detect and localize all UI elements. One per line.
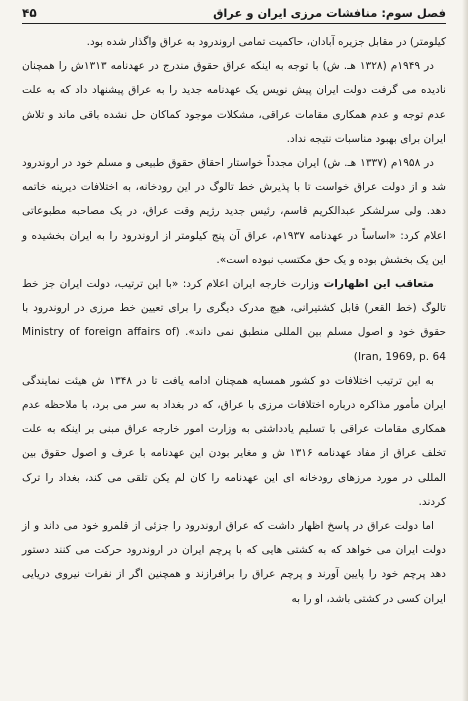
paragraph-2-text: در ۱۹۴۹م (۱۳۲۸ هـ. ش) با توجه به اینکه عراق حقوق مندرج در عهدنامه ۱۳۱۳ش را همچنان نادیده می گرفت دولت ایران پیش نویس یک عهدنامه جدید را به عراق پیشنهاد داد که به علت عدم توجه و عدم همکاری مقامات عراقی، مشکلات موجود کماکان حل نشده باقی ماند و تلاش ایران برای بهبود مناسبات نتیجه نداد.	[22, 60, 446, 145]
paragraph-4-lead: متعاقب این اظهارات	[323, 278, 434, 291]
chapter-title: فصل سوم: منافشات مرزی ایران و عراق	[213, 6, 446, 20]
paragraph-5-text: به این ترتیب اختلافات دو کشور همسایه همچنان ادامه یافت تا در ۱۳۴۸ ش هیئت نمایندگی ایران مأمور مذاکره درباره اختلافات مرزی با عراق، که در بغداد به سر می برد، با ملاحظه عدم همکاری مقامات عراقی با تسلیم یادداشتی به وزارت امور خارجه عراق مبنی بر اینکه به علت تخلف عراق از مفاد عهدنامه ۱۳۱۶ ش و مغایر بودن این عهدنامه با عرف و اصول حقوق بین المللی در مورد مرزهای رودخانه ای این عهدنامه را کان لم یکن تلقی می کند، بغداد را ترک کردند.	[22, 374, 446, 508]
paragraph-3	[22, 151, 446, 272]
paragraph-6	[22, 514, 446, 611]
body-text	[22, 30, 446, 611]
paragraph-2	[22, 54, 446, 151]
page-number: ۴۵	[22, 6, 37, 20]
paragraph-3-text: در ۱۹۵۸م (۱۳۳۷ هـ. ش) ایران مجدداً خواستار احقاق حقوق طبیعی و مسلم خود در اروندرود شد و از دولت عراق خواست تا با پذیرش خط تالوگ در این رودخانه، به اختلافات دیرینه خاتمه دهد. ولی سرلشکر عبدالکریم قاسم، رئیس جدید رژیم وقت عراق، در یک مصاحبه مطبوعاتی اعلام کرد: «اساساً در عهدنامه ۱۹۳۷م، عراق آن پنج کیلومتر از اروندرود را به ایران بخشیده و این یک بخشش بوده و یک حق مکتسب نبوده است».	[22, 157, 447, 266]
paragraph-1	[22, 30, 446, 54]
paragraph-4-text: وزارت خارجه ایران اعلام کرد: «با این ترتیب، دولت ایران جز خط تالوگ (خط القعر) قابل کشتیرانی، هیچ مدرک دیگری را برای تعیین خط مرزی در اروندرود با حقوق خود و اصول مسلم بین المللی منطبق نمی داند». (Ministry of foreign affairs of Iran, 1969, p. 64)	[22, 278, 446, 363]
paragraph-5	[22, 369, 446, 514]
paragraph-6-text: اما دولت عراق در پاسخ اظهار داشت که عراق اروندرود را جزئی از قلمرو خود می داند و از دولت ایران می خواهد که به کشتی هایی که با پرچم ایران در اروندرود حرکت می کنند دستور دهد پرچم خود را پایین آورند و پرچم عراق را برافرازند و همچنین اگر از نفرات نیروی دریایی ایران کسی در کشتی باشد، او را به	[22, 520, 446, 605]
scan-edge-shadow	[462, 0, 468, 701]
running-header	[22, 6, 446, 24]
paragraph-4	[22, 272, 446, 369]
paragraph-1-text: کیلومتر) در مقابل جزیره آبادان، حاکمیت تمامی اروندرود به عراق واگذار شده بود.	[86, 36, 446, 48]
